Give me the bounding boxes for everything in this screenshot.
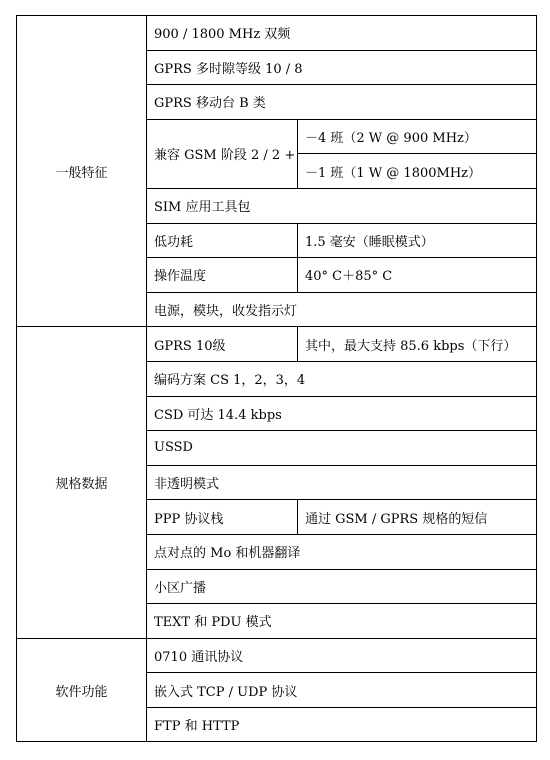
feature-cell: 电源，模块，收发指示灯	[147, 292, 537, 327]
feature-cell: 0710 通讯协议	[147, 638, 537, 673]
category-software: 软件功能	[17, 638, 147, 742]
feature-cell: 嵌入式 TCP / UDP 协议	[147, 673, 537, 708]
feature-label-cell: 低功耗	[147, 223, 298, 258]
table-row	[17, 16, 537, 51]
category-specs: 规格数据	[17, 327, 147, 638]
feature-value-cell: －4 班（2 W @ 900 MHz）	[298, 119, 537, 154]
spec-table	[16, 15, 537, 742]
feature-value-cell: －1 班（1 W @ 1800MHz）	[298, 154, 537, 189]
table-row	[17, 327, 537, 362]
feature-cell: SIM 应用工具包	[147, 188, 537, 223]
feature-label-cell: 兼容 GSM 阶段 2 / 2 +	[147, 119, 298, 188]
feature-cell: 小区广播	[147, 569, 537, 604]
feature-label-cell: PPP 协议栈	[147, 500, 298, 535]
feature-value-cell: 通过 GSM / GPRS 规格的短信	[298, 500, 537, 535]
feature-cell: 非透明模式	[147, 465, 537, 500]
feature-label-cell: 操作温度	[147, 258, 298, 293]
category-general: 一般特征	[17, 16, 147, 327]
feature-cell: CSD 可达 14.4 kbps	[147, 396, 537, 431]
table-row	[17, 638, 537, 673]
feature-label-cell: GPRS 10级	[147, 327, 298, 362]
feature-cell: USSD	[147, 431, 537, 466]
feature-cell: GPRS 多时隙等级 10 / 8	[147, 50, 537, 85]
feature-value-cell: 1.5 毫安（睡眠模式）	[298, 223, 537, 258]
feature-cell: 编码方案 CS 1，2，3，4	[147, 361, 537, 396]
feature-cell: 点对点的 Mo 和机器翻译	[147, 534, 537, 569]
feature-cell: TEXT 和 PDU 模式	[147, 604, 537, 639]
feature-cell: 900 / 1800 MHz 双频	[147, 16, 537, 51]
feature-value-cell: 其中，最大支持 85.6 kbps（下行）	[298, 327, 537, 362]
feature-value-cell: 40° C＋85° C	[298, 258, 537, 293]
feature-cell: GPRS 移动台 B 类	[147, 85, 537, 120]
feature-cell: FTP 和 HTTP	[147, 707, 537, 742]
